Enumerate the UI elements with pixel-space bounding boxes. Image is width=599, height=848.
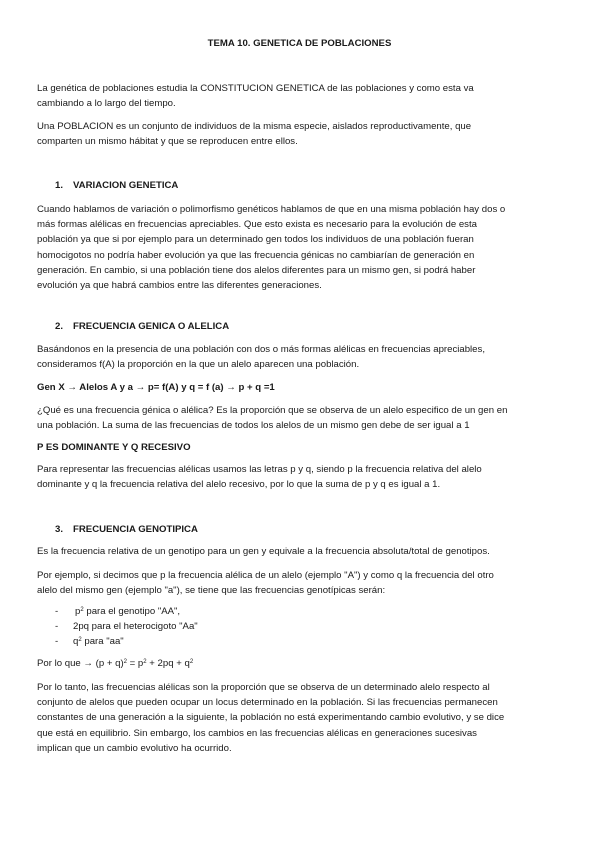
section-number: 3.	[55, 524, 64, 535]
superscript: 2	[189, 659, 194, 665]
text-line: implican que un cambio evolutivo ha ocurrido.	[37, 742, 232, 754]
section-3-paragraph-2	[37, 568, 565, 598]
list-text: 2pq para el heterocigoto "Aa"	[73, 621, 198, 632]
list-item-aa-rec	[55, 635, 124, 649]
text-line: Una POBLACION es un conjunto de individuos de la misma especie, aislados reproductivamente, que	[37, 121, 472, 132]
equation-part: + 2pq + q	[146, 658, 190, 669]
text-line: Basándonos en la presencia de una población con dos o más formas alélicas en frecuencias apreciables,	[37, 344, 485, 355]
text-line: Por ejemplo, si decimos que p la frecuencia alélica de un alelo (ejemplo "A") y como q la frecuencia del otro	[37, 570, 494, 581]
section-2-heading	[55, 320, 229, 334]
symbol-q: q	[73, 636, 79, 647]
allele-formula: Gen X → Alelos A y a → p= f(A) y q = f (a) → p + q =1	[37, 382, 275, 393]
text-line: que está en equilibrio. Sin embargo, los cambios en las frecuencias alélicas en generaciones sucesivas	[37, 727, 477, 739]
superscript: 2	[143, 659, 147, 665]
document-title: TEMA 10. GENETICA DE POBLACIONES	[207, 38, 392, 49]
list-dash: -	[55, 606, 59, 617]
list-text-rest: para "aa"	[81, 636, 124, 647]
section-number: 1.	[55, 180, 64, 191]
equation-part: = p	[127, 658, 144, 669]
text-line: La genética de poblaciones estudia la CONSTITUCION GENETICA de las poblaciones y como esta va	[37, 83, 474, 94]
text-line: una población. La suma de las frecuencias de todos los alelos de un mismo gen debe de ser igual a 1	[37, 420, 470, 432]
text-line: alelo del mismo gen (ejemplo "a"), se tiene que las frecuencias genotípicas serán:	[37, 585, 386, 597]
superscript: 2	[123, 659, 127, 665]
text-line: Cuando hablamos de variación o polimorfismo genéticos hablamos de que en una misma población hay dos o	[37, 204, 506, 215]
section-3-paragraph-1: Es la frecuencia relativa de un genotipo para un gen y equivale a la frecuencia absoluta/total de genotipos.	[37, 546, 490, 557]
section-2-paragraph-1	[37, 342, 565, 372]
equation-part: Por lo que → (p + q)	[37, 658, 124, 669]
list-item-aa-het	[55, 620, 198, 634]
list-text	[73, 606, 180, 617]
list-text	[73, 636, 124, 647]
section-title: VARIACION GENETICA	[73, 180, 179, 191]
section-2-paragraph-3	[37, 462, 565, 492]
hardy-weinberg-equation	[37, 656, 565, 671]
list-text-rest: para el genotipo "AA",	[83, 606, 181, 617]
text-line: constantes de una generación a la siguiente, la población no está experimentando cambio evolutivo, y se dice	[37, 712, 505, 724]
list-item-aa	[55, 605, 180, 619]
list-dash: -	[55, 621, 59, 632]
intro-paragraph-2	[37, 119, 565, 149]
section-1-paragraph	[37, 202, 565, 293]
text-line: ¿Qué es una frecuencia génica o alélica? Es la proporción que se observa de un alelo especifico de un gen en	[37, 405, 508, 416]
section-title: FRECUENCIA GENOTIPICA	[73, 524, 198, 535]
list-dash: -	[55, 636, 59, 647]
text-line: Por lo tanto, las frecuencias alélicas son la proporción que se observa de un determinado alelo respecto al	[37, 682, 490, 693]
text-line: generación. En cambio, si una población tiene dos alelos diferentes para un mismo gen, si podrá haber	[37, 264, 476, 276]
symbol-p: p	[75, 606, 81, 617]
section-3-paragraph-3	[37, 680, 565, 756]
text-line: dominante y q la frecuencia relativa del alelo recesivo, por lo que la suma de p y q es igual a 1.	[37, 479, 441, 491]
text-line: comparten un mismo hábitat y que se reproducen entre ellos.	[37, 136, 298, 148]
text-line: homocigotos no podría haber evolución ya que las frecuencia génicas no cambiarían de generación en	[37, 249, 475, 261]
section-1-heading	[55, 179, 178, 193]
text-line: más formas alélicas en frecuencias apreciables. Que esto exista es necesario para la evolución de esta	[37, 219, 477, 231]
text-line: cambiando a lo largo del tiempo.	[37, 98, 176, 110]
text-line: conjunto de alelos que pueden ocupar un locus determinado en la población. Si las frecuencias permanecen	[37, 697, 498, 709]
text-line: población ya que si por ejemplo para un determinado gen todos los individuos de una población fueran	[37, 234, 474, 246]
text-line: evolución ya que habrá cambios entre las diferentes generaciones.	[37, 280, 322, 292]
section-3-heading	[55, 523, 198, 537]
text-line: Para representar las frecuencias alélicas usamos las letras p y q, siendo p la frecuencia relativa del alelo	[37, 464, 482, 475]
superscript: 2	[80, 607, 84, 613]
section-title: FRECUENCIA GENICA O ALELICA	[73, 321, 230, 332]
dominance-note: P ES DOMINANTE Y Q RECESIVO	[37, 442, 191, 453]
text-line: consideramos f(A) la proporción en la que un alelo aparecen una población.	[37, 359, 360, 371]
section-number: 2.	[55, 321, 64, 332]
intro-paragraph-1	[37, 81, 565, 111]
section-2-paragraph-2	[37, 403, 565, 433]
superscript: 2	[78, 637, 82, 643]
